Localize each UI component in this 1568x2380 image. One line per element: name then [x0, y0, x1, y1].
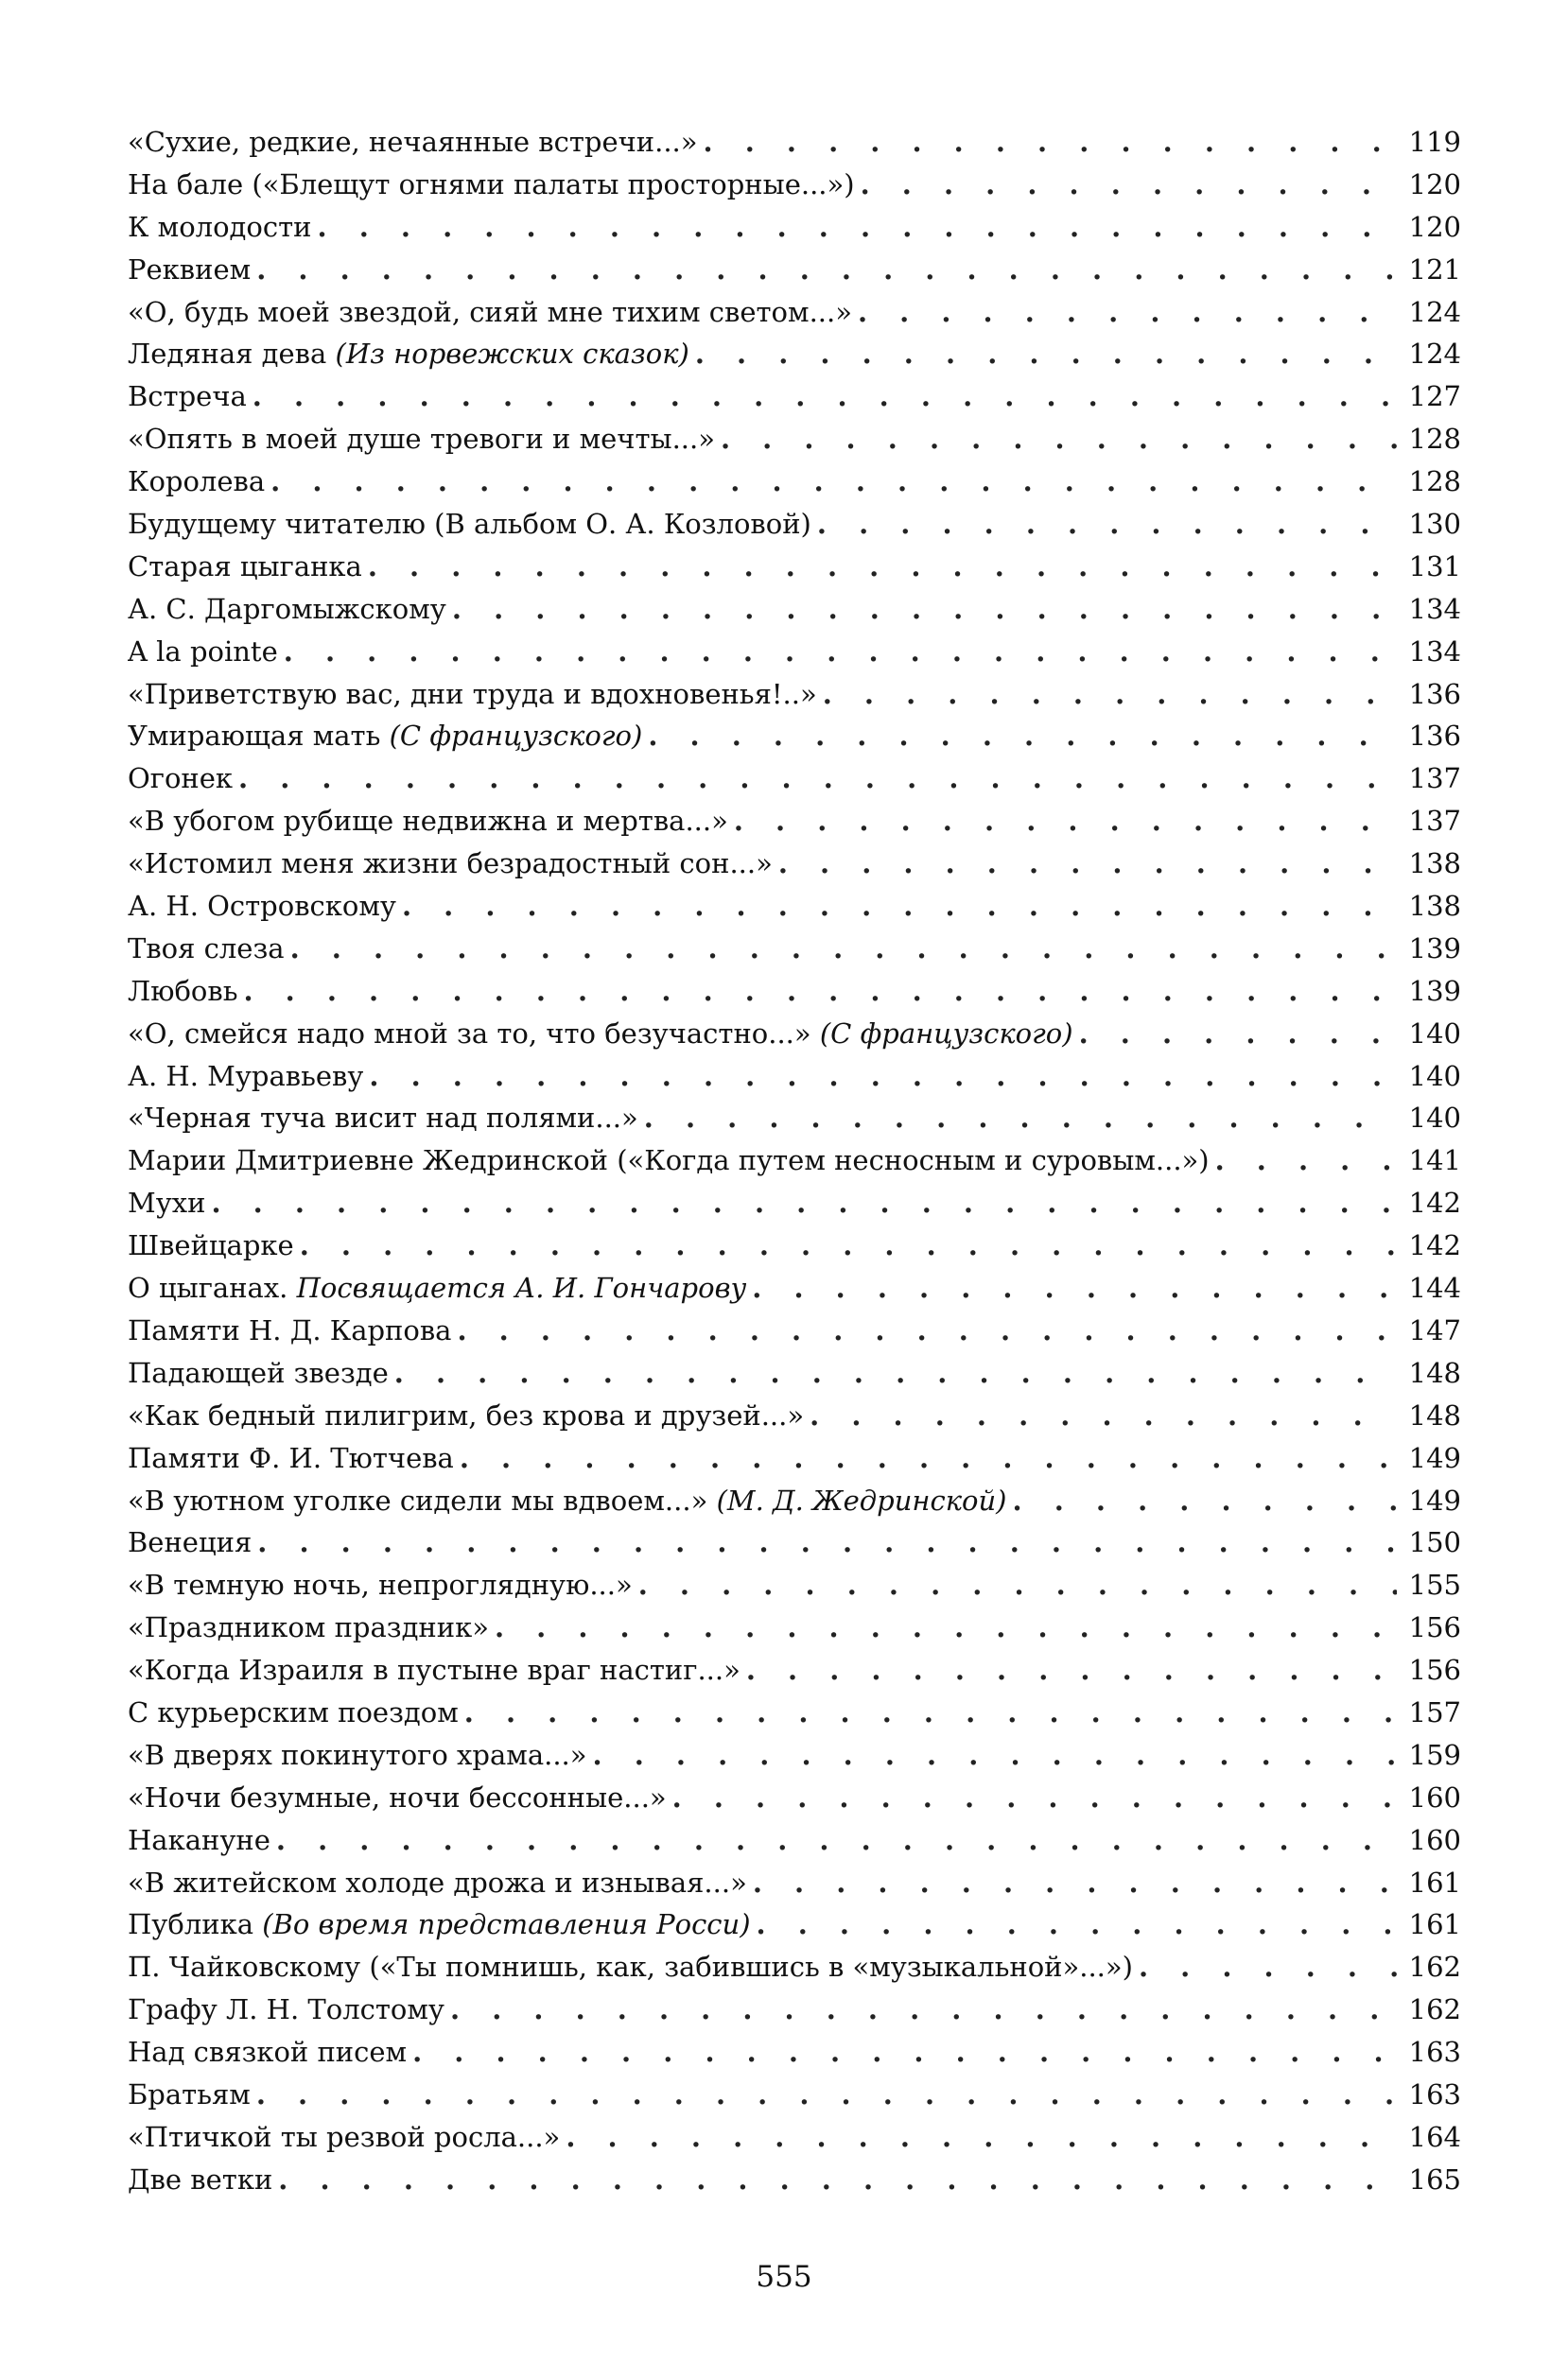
toc-entry-title-italic: (Во время представления Росси)	[262, 1908, 751, 1941]
toc-entry-title	[128, 2159, 272, 2201]
toc-entry	[128, 333, 1461, 375]
toc-entry	[128, 2074, 1461, 2116]
dot-leader	[817, 503, 1397, 546]
toc-entry-title	[128, 757, 233, 800]
toc-entry-title	[128, 1437, 454, 1480]
toc-entry-title-text: А. Н. Муравьеву	[128, 1059, 364, 1092]
toc-entry-title-text: Накануне	[128, 1823, 270, 1856]
toc-entry-page: 131	[1408, 549, 1461, 582]
toc-entry	[128, 1777, 1461, 1819]
toc-entry-title-text: «В темную ночь, непроглядную...»	[128, 1569, 633, 1602]
toc-entry-title-text: «В уютном уголке сидели мы вдвоем...»	[128, 1484, 717, 1517]
toc-entry	[128, 1862, 1461, 1904]
dot-leader	[1013, 1480, 1398, 1522]
toc-entry-page: 156	[1408, 1654, 1461, 1687]
toc-entry-title	[128, 1480, 1007, 1522]
toc-entry-title	[128, 673, 817, 716]
toc-entry-title-text: Две ветки	[128, 2163, 273, 2196]
toc-entry-title	[128, 418, 715, 460]
dot-leader	[253, 375, 1397, 418]
toc-entry-title-text: «Сухие, редкие, нечаянные встречи...»	[128, 126, 698, 158]
toc-entry	[128, 2116, 1461, 2159]
dot-leader	[648, 715, 1397, 757]
toc-entry-title	[128, 1734, 587, 1777]
toc-entry-page: 164	[1408, 2120, 1461, 2153]
toc-entry	[128, 1819, 1461, 1862]
dot-leader	[368, 546, 1397, 588]
toc-entry-title-text: Марии Дмитриевне Жедринской («Когда путем несносным и суровым...»)	[128, 1144, 1210, 1177]
toc-entry	[128, 460, 1461, 503]
toc-entry	[128, 1692, 1461, 1734]
toc-entry-title	[128, 1182, 205, 1225]
toc-entry-page: 149	[1408, 1441, 1461, 1474]
dot-leader	[402, 885, 1397, 928]
dot-leader	[284, 631, 1397, 673]
table-of-contents	[128, 121, 1461, 2201]
dot-leader	[278, 2159, 1397, 2201]
toc-entry-page: 140	[1408, 1102, 1461, 1135]
toc-entry-page: 130	[1408, 508, 1461, 541]
toc-entry-title-text: О цыганах.	[128, 1272, 297, 1305]
toc-entry-page: 163	[1408, 2036, 1461, 2069]
toc-entry-title-text: Швейцарке	[128, 1229, 294, 1262]
toc-entry-page: 149	[1408, 1484, 1461, 1517]
toc-entry-page: 139	[1408, 931, 1461, 964]
toc-entry-title	[128, 1097, 638, 1139]
toc-entry-page: 136	[1408, 677, 1461, 710]
toc-entry-page: 157	[1408, 1695, 1461, 1729]
toc-entry-page: 163	[1408, 2077, 1461, 2111]
toc-entry-title	[128, 2116, 560, 2159]
toc-entry	[128, 164, 1461, 206]
toc-entry-page: 120	[1408, 167, 1461, 200]
toc-entry-title	[128, 1777, 667, 1819]
toc-entry-page: 160	[1408, 1823, 1461, 1856]
toc-entry-title-text: П. Чайковскому («Ты помнишь, как, забившись в «музыкальной»...»)	[128, 1951, 1133, 1984]
toc-entry	[128, 1182, 1461, 1225]
toc-entry-title-text: Ледяная дева	[128, 338, 336, 371]
toc-entry-title-text: К молодости	[128, 210, 312, 243]
toc-entry-page: 137	[1408, 762, 1461, 795]
toc-entry-title-text: А. С. Даргомыжскому	[128, 592, 446, 625]
toc-entry-title	[128, 928, 285, 970]
toc-entry-title-text: Старая цыганка	[128, 549, 362, 582]
toc-entry-title	[128, 1013, 1073, 1055]
dot-leader	[464, 1692, 1397, 1734]
dot-leader	[753, 1862, 1397, 1904]
toc-entry	[128, 503, 1461, 546]
toc-entry-title	[128, 291, 852, 334]
toc-entry-title-text: «В убогом рубище недвижна и мертва...»	[128, 805, 728, 838]
toc-entry-page: 124	[1408, 295, 1461, 328]
toc-entry	[128, 715, 1461, 757]
dot-leader	[450, 1989, 1397, 2031]
toc-entry	[128, 206, 1461, 249]
toc-entry	[128, 1310, 1461, 1352]
toc-entry-page: 124	[1408, 338, 1461, 371]
toc-entry	[128, 885, 1461, 928]
toc-entry	[128, 2031, 1461, 2074]
toc-entry-title-text: Королева	[128, 465, 266, 498]
toc-entry-title-italic: (С французского)	[389, 720, 643, 753]
dot-leader	[243, 970, 1397, 1013]
toc-entry-page: 128	[1408, 423, 1461, 456]
toc-entry-page: 144	[1408, 1272, 1461, 1305]
toc-entry-title-text: Венеция	[128, 1526, 253, 1559]
toc-entry-title	[128, 249, 251, 291]
dot-leader	[644, 1097, 1397, 1139]
toc-entry	[128, 588, 1461, 631]
toc-entry-page: 138	[1408, 890, 1461, 923]
toc-entry	[128, 928, 1461, 970]
toc-entry-title-text: Графу Л. Н. Толстому	[128, 1993, 444, 2026]
dot-leader	[412, 2031, 1397, 2074]
toc-entry-page: 119	[1408, 126, 1461, 158]
dot-leader	[270, 460, 1397, 503]
toc-entry-title-text: «Как бедный пилигрим, без крова и друзей...»	[128, 1398, 805, 1432]
toc-entry-page: 127	[1408, 380, 1461, 413]
toc-entry-title-text: Умирающая мать	[128, 720, 390, 753]
toc-entry	[128, 843, 1461, 885]
toc-entry-title-text: На бале («Блещут огнями палаты просторные...»)	[128, 167, 855, 200]
toc-entry-title-text: Братьям	[128, 2077, 251, 2111]
dot-leader	[460, 1437, 1397, 1480]
dot-leader	[495, 1607, 1397, 1649]
toc-entry	[128, 121, 1461, 164]
toc-entry	[128, 1521, 1461, 1564]
toc-entry-title	[128, 1521, 252, 1564]
toc-entry	[128, 1607, 1461, 1649]
toc-entry	[128, 757, 1461, 800]
toc-entry	[128, 249, 1461, 291]
toc-entry-page: 134	[1408, 634, 1461, 668]
page-number: 555	[756, 2260, 812, 2294]
toc-entry-title-text: Падающей звезде	[128, 1356, 389, 1389]
dot-leader	[672, 1777, 1397, 1819]
toc-entry	[128, 1225, 1461, 1267]
toc-entry-title	[128, 1564, 633, 1607]
toc-entry	[128, 546, 1461, 588]
toc-entry-page: 134	[1408, 592, 1461, 625]
toc-entry-title-text: Мухи	[128, 1187, 206, 1220]
toc-entry-title-text: Огонек	[128, 762, 234, 795]
dot-leader	[457, 1310, 1397, 1352]
toc-entry-title-text: Будущему читателю (В альбом О. А. Козловой)	[128, 508, 811, 541]
toc-entry-title-text: Встреча	[128, 380, 247, 413]
toc-entry	[128, 1564, 1461, 1607]
dot-leader	[256, 2074, 1397, 2116]
dot-leader	[810, 1395, 1397, 1437]
toc-entry-page: 140	[1408, 1059, 1461, 1092]
toc-entry-title	[128, 333, 689, 375]
toc-entry-title-text: Над связкой писем	[128, 2036, 408, 2069]
toc-entry-title-text: «О, смейся надо мной за то, что безучастно...»	[128, 1016, 820, 1050]
toc-entry-title-text: «Черная туча висит над полями...»	[128, 1102, 638, 1135]
dot-leader	[300, 1225, 1397, 1267]
toc-entry-title	[128, 1607, 489, 1649]
toc-entry-page: 162	[1408, 1951, 1461, 1984]
toc-entry-title	[128, 631, 278, 673]
toc-entry-page: 161	[1408, 1866, 1461, 1899]
toc-entry-title-text: «Праздником праздник»	[128, 1611, 489, 1644]
dot-leader	[638, 1564, 1397, 1607]
dot-leader	[746, 1649, 1397, 1692]
toc-entry	[128, 1097, 1461, 1139]
toc-entry-title-text: «Птичкой ты резвой росла...»	[128, 2120, 561, 2153]
toc-entry-title-text: «В дверях покинутого храма...»	[128, 1738, 587, 1771]
toc-entry-title-italic: (М. Д. Жедринской)	[716, 1484, 1007, 1517]
toc-entry-title	[128, 206, 312, 249]
toc-entry-page: 140	[1408, 1016, 1461, 1050]
toc-entry-title	[128, 843, 773, 885]
toc-entry-title	[128, 460, 265, 503]
toc-entry	[128, 2159, 1461, 2201]
dot-leader	[704, 121, 1397, 164]
toc-entry-page: 156	[1408, 1611, 1461, 1644]
toc-entry	[128, 970, 1461, 1013]
toc-entry-page: 150	[1408, 1526, 1461, 1559]
dot-leader	[290, 928, 1397, 970]
toc-entry-title	[128, 1395, 804, 1437]
dot-leader	[211, 1182, 1397, 1225]
toc-entry-title-text: «Опять в моей душе тревоги и мечты...»	[128, 423, 715, 456]
toc-entry-page: 160	[1408, 1781, 1461, 1814]
toc-entry-title-text: Памяти Н. Д. Карпова	[128, 1313, 452, 1346]
toc-entry-title-text: «Когда Израиля в пустыне враг настиг...»	[128, 1654, 740, 1687]
toc-entry	[128, 418, 1461, 460]
toc-entry-title-italic: (Из норвежских сказок)	[335, 338, 689, 371]
toc-entry-page: 148	[1408, 1356, 1461, 1389]
toc-entry-title	[128, 2031, 407, 2074]
toc-entry-title	[128, 1055, 363, 1098]
dot-leader	[695, 333, 1397, 375]
toc-entry-title-text: «Приветствую вас, дни труда и вдохновенья!..»	[128, 677, 817, 710]
toc-entry-title-text: Реквием	[128, 252, 252, 286]
toc-entry	[128, 1055, 1461, 1098]
toc-entry-page: 147	[1408, 1313, 1461, 1346]
toc-entry-page: 165	[1408, 2163, 1461, 2196]
toc-entry-title-text: «Истомил меня жизни безрадостный сон...»	[128, 847, 773, 880]
toc-entry-title	[128, 1225, 294, 1267]
dot-leader	[858, 291, 1397, 334]
toc-entry-title	[128, 1946, 1133, 1989]
toc-entry-title	[128, 1862, 747, 1904]
toc-entry-page: 138	[1408, 847, 1461, 880]
toc-entry	[128, 1267, 1461, 1310]
toc-entry-title-text: Твоя слеза	[128, 931, 285, 964]
toc-entry	[128, 1989, 1461, 2031]
toc-entry-page: 141	[1408, 1144, 1461, 1177]
toc-entry-title-italic: (С французского)	[819, 1016, 1073, 1050]
toc-entry	[128, 1139, 1461, 1182]
dot-leader	[593, 1734, 1397, 1777]
toc-entry-title	[128, 503, 811, 546]
toc-entry	[128, 1903, 1461, 1946]
toc-entry-page: 155	[1408, 1569, 1461, 1602]
toc-entry-page: 142	[1408, 1229, 1461, 1262]
dot-leader	[757, 1903, 1397, 1946]
toc-entry-title-text: «О, будь моей звездой, сияй мне тихим светом...»	[128, 295, 852, 328]
toc-entry	[128, 1649, 1461, 1692]
toc-entry-page: 137	[1408, 805, 1461, 838]
toc-entry	[128, 800, 1461, 843]
toc-entry	[128, 1437, 1461, 1480]
toc-entry-page: 128	[1408, 465, 1461, 498]
dot-leader	[238, 757, 1397, 800]
toc-entry-title	[128, 1819, 270, 1862]
toc-entry-title	[128, 885, 396, 928]
toc-entry	[128, 1352, 1461, 1395]
toc-entry-title	[128, 1352, 389, 1395]
toc-entry-page: 139	[1408, 974, 1461, 1007]
toc-entry-title	[128, 588, 446, 631]
toc-entry-title	[128, 1267, 746, 1310]
dot-leader	[276, 1819, 1397, 1862]
toc-entry-title	[128, 715, 642, 757]
dot-leader	[778, 843, 1397, 885]
dot-leader	[823, 673, 1397, 716]
dot-leader	[861, 164, 1397, 206]
toc-entry	[128, 291, 1461, 334]
toc-entry-title	[128, 1310, 451, 1352]
dot-leader	[256, 249, 1397, 291]
toc-entry-page: 120	[1408, 210, 1461, 243]
dot-leader	[1139, 1946, 1397, 1989]
toc-entry-title-text: A la pointe	[128, 634, 278, 668]
toc-entry-title	[128, 1649, 740, 1692]
dot-leader	[394, 1352, 1397, 1395]
toc-entry	[128, 1395, 1461, 1437]
toc-entry-page: 159	[1408, 1738, 1461, 1771]
toc-entry-title	[128, 121, 698, 164]
toc-entry-title	[128, 1989, 444, 2031]
toc-entry-page: 162	[1408, 1993, 1461, 2026]
toc-entry-title	[128, 375, 247, 418]
toc-entry-page: 121	[1408, 252, 1461, 286]
toc-entry-title	[128, 1903, 751, 1946]
dot-leader	[1079, 1013, 1397, 1055]
toc-entry-title	[128, 546, 362, 588]
toc-entry	[128, 631, 1461, 673]
dot-leader	[369, 1055, 1397, 1098]
toc-entry	[128, 1946, 1461, 1989]
toc-entry	[128, 673, 1461, 716]
toc-entry-title	[128, 1692, 459, 1734]
toc-entry-title-text: А. Н. Островскому	[128, 890, 396, 923]
toc-entry-page: 136	[1408, 720, 1461, 753]
dot-leader	[734, 800, 1397, 843]
dot-leader	[1215, 1139, 1397, 1182]
toc-entry-title	[128, 1139, 1210, 1182]
toc-entry	[128, 375, 1461, 418]
toc-entry-title	[128, 800, 728, 843]
dot-leader	[318, 206, 1398, 249]
toc-entry-title-text: Публика	[128, 1908, 263, 1941]
toc-entry-title-text: «Ночи безумные, ночи бессонные...»	[128, 1781, 667, 1814]
toc-entry-title	[128, 2074, 251, 2116]
toc-entry-page: 148	[1408, 1398, 1461, 1432]
toc-entry	[128, 1013, 1461, 1055]
dot-leader	[452, 588, 1397, 631]
toc-entry-title	[128, 970, 237, 1013]
toc-entry-title-text: Любовь	[128, 974, 238, 1007]
toc-entry	[128, 1480, 1461, 1522]
dot-leader	[566, 2116, 1397, 2159]
toc-entry-title-text: Памяти Ф. И. Тютчева	[128, 1441, 454, 1474]
toc-entry	[128, 1734, 1461, 1777]
toc-entry-title-text: С курьерским поездом	[128, 1695, 459, 1729]
toc-entry-title-italic: Посвящается А. И. Гончарову	[296, 1272, 747, 1305]
toc-entry-title	[128, 164, 855, 206]
toc-entry-page: 142	[1408, 1187, 1461, 1220]
dot-leader	[257, 1521, 1397, 1564]
dot-leader	[752, 1267, 1397, 1310]
toc-entry-page: 161	[1408, 1908, 1461, 1941]
dot-leader	[721, 418, 1397, 460]
toc-entry-title-text: «В житейском холоде дрожа и изнывая...»	[128, 1866, 747, 1899]
